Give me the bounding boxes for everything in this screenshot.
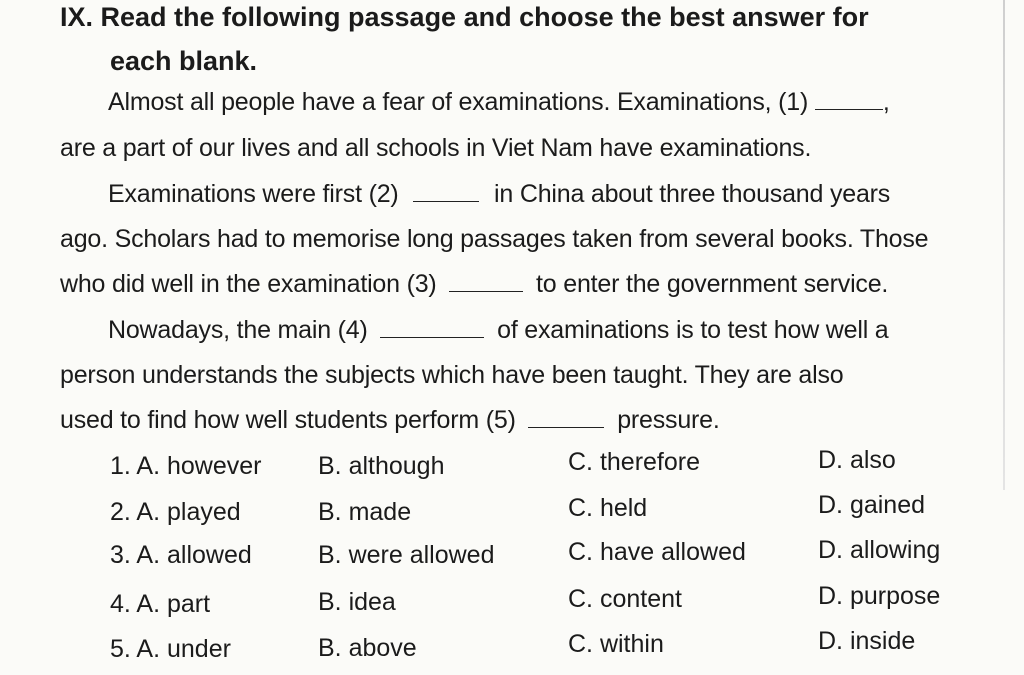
question-3-option-d: D. allowing xyxy=(818,536,941,564)
question-4-option-d: D. purpose xyxy=(818,582,941,610)
passage-text: Almost all people have a fear of examinations. Examinations, (1) xyxy=(108,88,809,116)
question-3-option-b: B. were allowed xyxy=(318,541,495,569)
page-edge-divider xyxy=(1003,0,1005,490)
question-5-option-b: B. above xyxy=(318,634,417,662)
question-1-option-d: D. also xyxy=(818,446,896,474)
passage-text: to enter the government service. xyxy=(536,270,889,298)
passage-text: pressure. xyxy=(617,406,720,434)
blank-1 xyxy=(815,91,883,110)
question-3-option-c: C. have allowed xyxy=(568,538,746,566)
question-1-option-b: B. although xyxy=(318,452,445,480)
passage-line: person understands the subjects which have been taught. They are also xyxy=(60,361,844,389)
blank-5 xyxy=(528,409,604,428)
question-5-option-c: C. within xyxy=(568,630,664,658)
exercise-heading-line2: each blank. xyxy=(110,46,258,76)
passage-text: who did well in the examination (3) xyxy=(60,270,437,298)
question-4-option-c: C. content xyxy=(568,585,682,613)
question-5-option-d: D. inside xyxy=(818,627,916,655)
exercise-heading-line1: IX. Read the following passage and choose the best answer for xyxy=(60,2,869,32)
question-1-option-a: 1. A. however xyxy=(110,452,262,480)
passage-line xyxy=(60,270,888,299)
question-2-option-c: C. held xyxy=(568,494,648,522)
passage-line xyxy=(60,406,720,435)
passage-text: , xyxy=(882,88,890,116)
passage-text: Nowadays, the main (4) xyxy=(108,316,368,344)
blank-4 xyxy=(380,319,484,338)
question-2-option-b: B. made xyxy=(318,498,412,526)
passage-text: of examinations is to test how well a xyxy=(497,316,889,344)
question-2-option-d: D. gained xyxy=(818,491,926,519)
question-4-option-a: 4. A. part xyxy=(110,590,211,618)
passage-line: ago. Scholars had to memorise long passages taken from several books. Those xyxy=(60,225,929,253)
question-1-option-c: C. therefore xyxy=(568,448,701,476)
question-5-option-a: 5. A. under xyxy=(110,635,231,663)
passage-line xyxy=(108,180,890,209)
blank-2 xyxy=(413,183,479,202)
passage-line xyxy=(108,316,889,345)
question-2-option-a: 2. A. played xyxy=(110,498,241,526)
passage-line: are a part of our lives and all schools in Viet Nam have examinations. xyxy=(60,134,812,162)
question-3-option-a: 3. A. allowed xyxy=(110,541,252,569)
blank-3 xyxy=(449,273,523,292)
passage-text: Examinations were first (2) xyxy=(108,180,399,208)
passage-text: used to find how well students perform (5) xyxy=(60,406,516,434)
question-4-option-b: B. idea xyxy=(318,588,396,616)
passage-line xyxy=(108,88,890,117)
passage-text: in China about three thousand years xyxy=(494,180,891,208)
